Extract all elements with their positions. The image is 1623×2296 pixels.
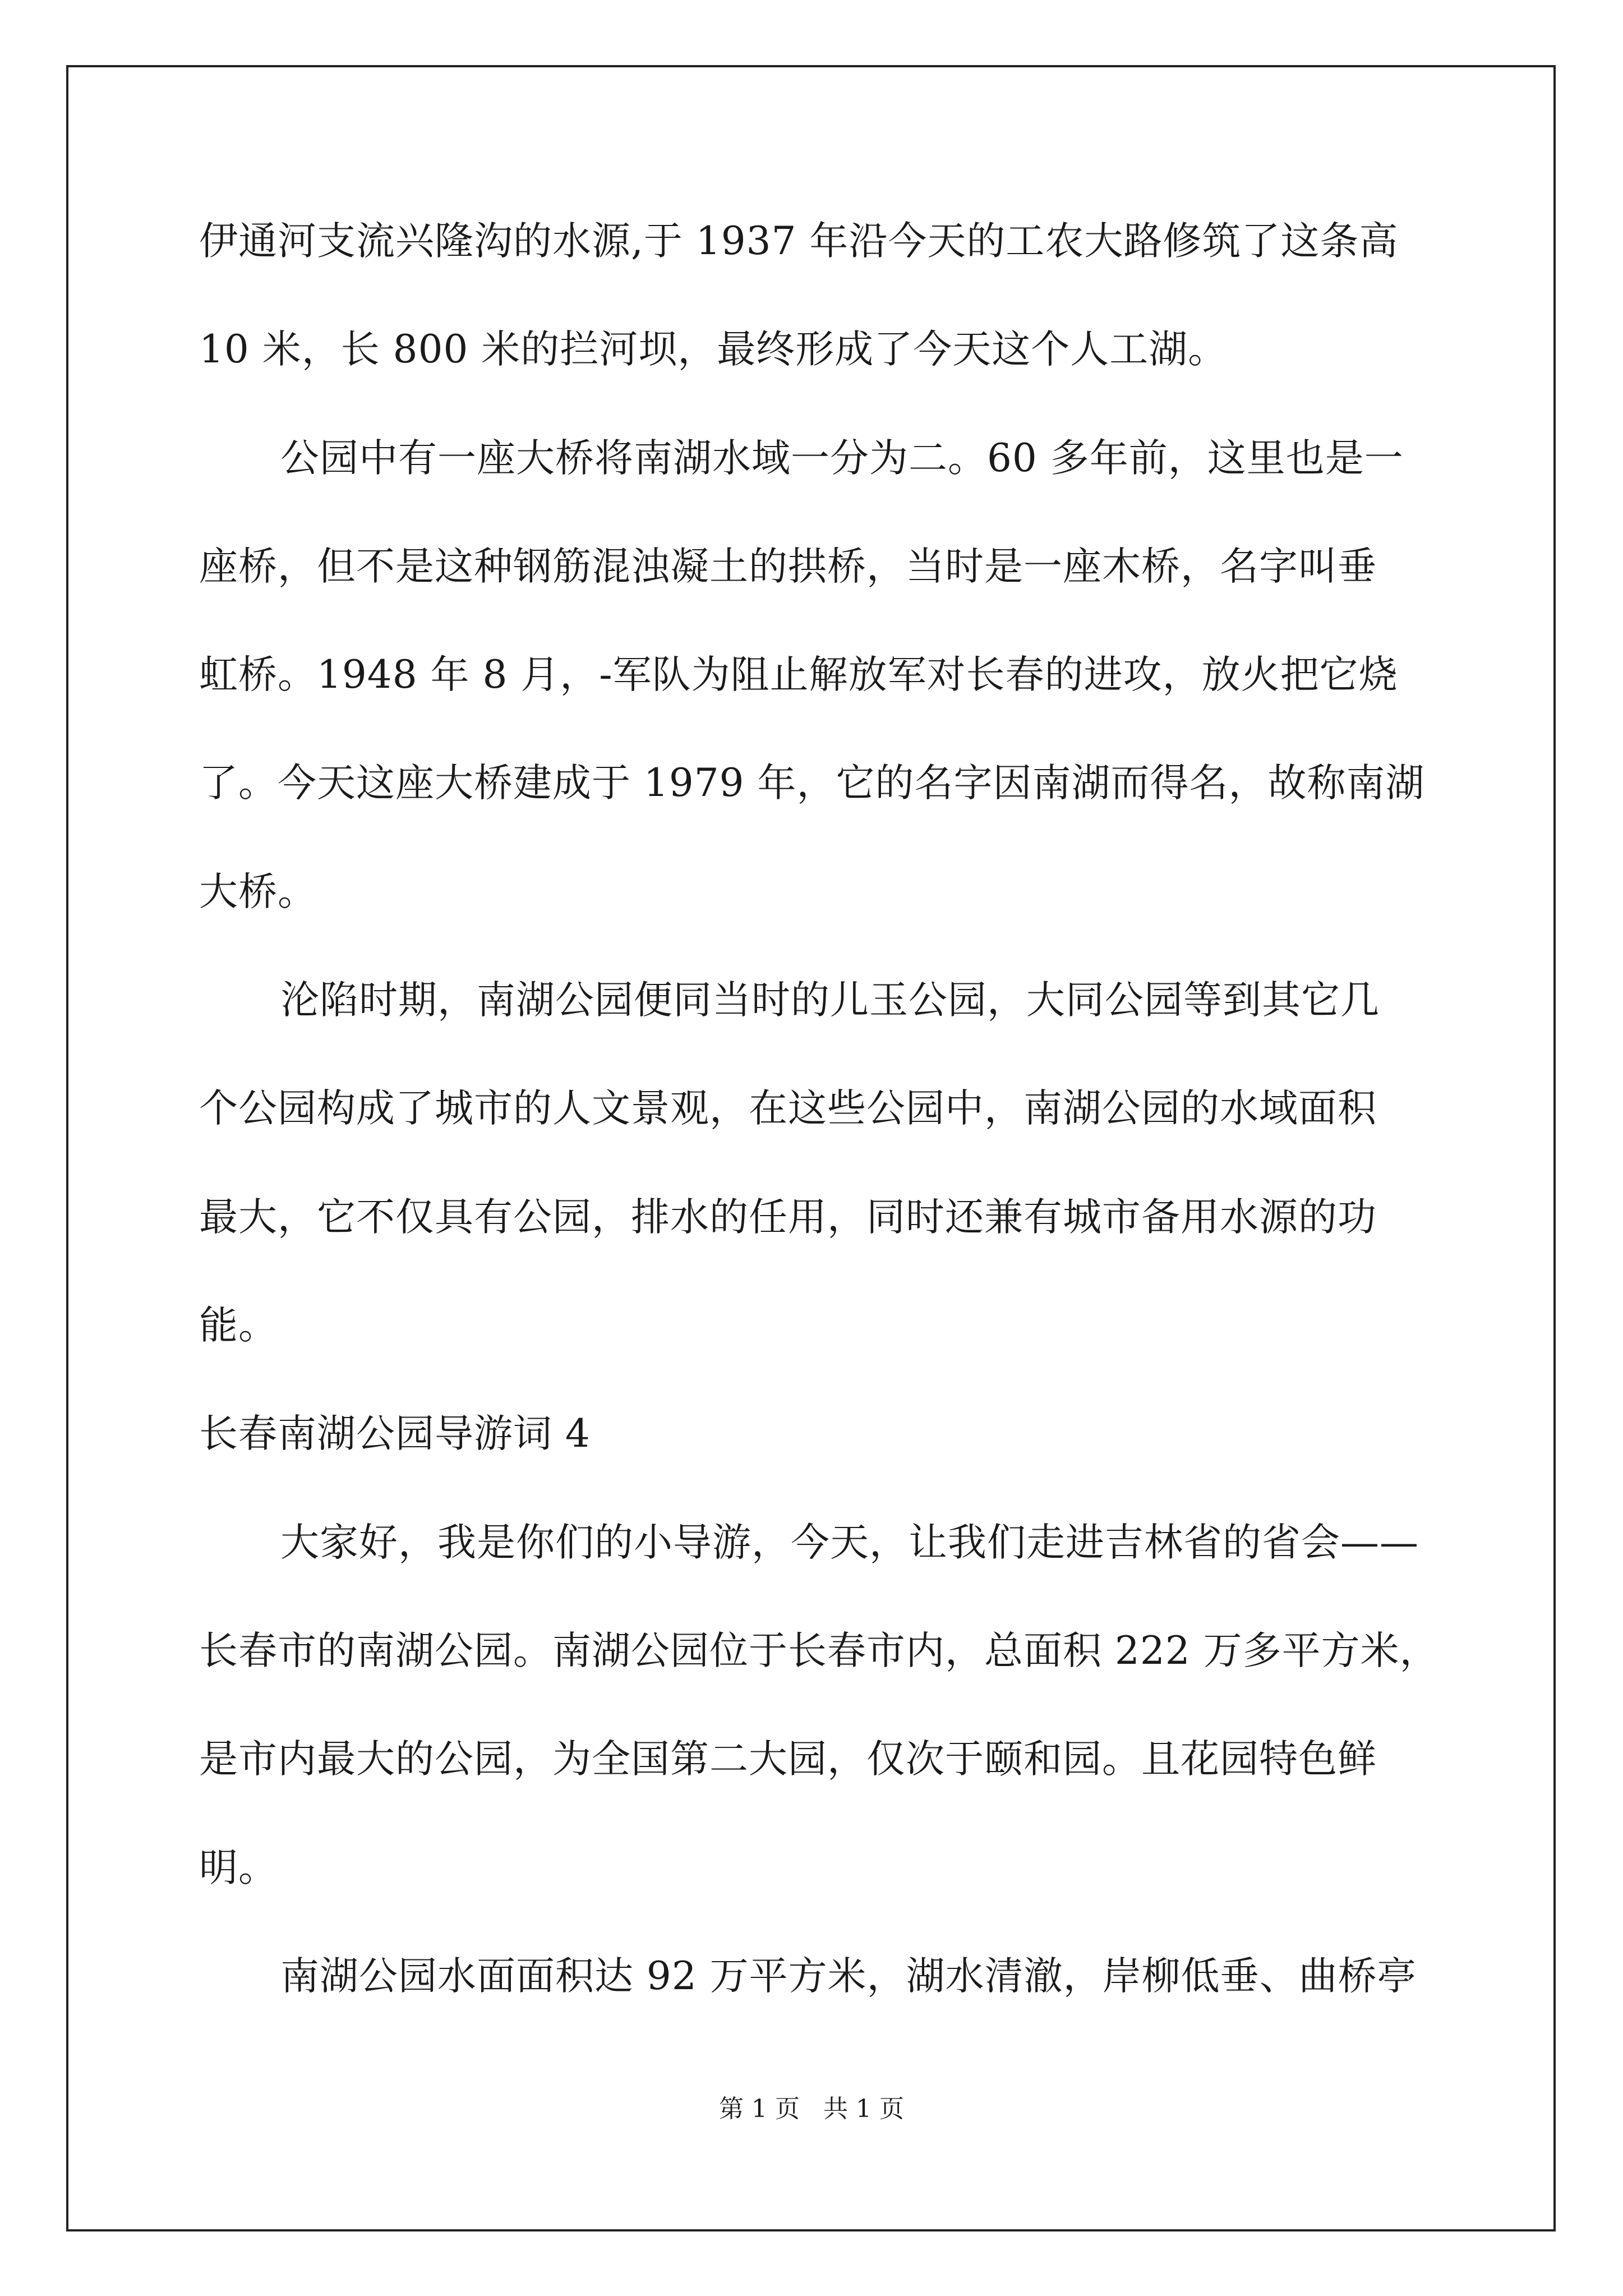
text-line: 能。 — [199, 1303, 278, 1348]
text-line: 个公园构成了城市的人文景观，在这些公园中，南湖公园的水域面积 — [199, 1086, 1377, 1131]
text-line: 长春市的南湖公园。南湖公园位于长春市内，总面积 222 万多平方米， — [199, 1628, 1439, 1673]
text-line: 伊通河支流兴隆沟的水源,于 1937 年沿今天的工农大路修筑了这条高 — [199, 219, 1399, 264]
section-heading: 长春南湖公园导游词 4 — [199, 1411, 591, 1456]
text-line: 大桥。 — [199, 869, 317, 914]
text-line: 座桥，但不是这种钢筋混浊凝土的拱桥，当时是一座木桥，名字叫垂 — [199, 544, 1377, 589]
text-line: 10 米，长 800 米的拦河坝，最终形成了今天这个人工湖。 — [199, 327, 1228, 372]
text-line: 是市内最大的公园，为全国第二大园，仅次于颐和园。且花园特色鲜 — [199, 1737, 1377, 1782]
page-number-footer: 第 1 页 共 1 页 — [719, 2095, 904, 2123]
text-line: 南湖公园水面面积达 92 万平方米，湖水清澈，岸柳低垂、曲桥亭 — [280, 1954, 1417, 1999]
text-line: 大家好，我是你们的小导游，今天，让我们走进吉林省的省会—— — [280, 1520, 1419, 1565]
text-line: 了。今天这座大桥建成于 1979 年，它的名字因南湖而得名，故称南湖 — [199, 761, 1425, 806]
text-line: 沦陷时期，南湖公园便同当时的儿玉公园，大同公园等到其它几 — [280, 978, 1380, 1023]
text-line: 最大，它不仅具有公园，排水的任用，同时还兼有城市备用水源的功 — [199, 1195, 1377, 1240]
page-border — [66, 65, 1556, 2231]
text-line: 虹桥。1948 年 8 月，-军队为阻止解放军对长春的进攻，放火把它烧 — [199, 652, 1398, 697]
text-line: 明。 — [199, 1846, 278, 1890]
text-line: 公园中有一座大桥将南湖水域一分为二。60 多年前，这里也是一 — [280, 436, 1404, 481]
